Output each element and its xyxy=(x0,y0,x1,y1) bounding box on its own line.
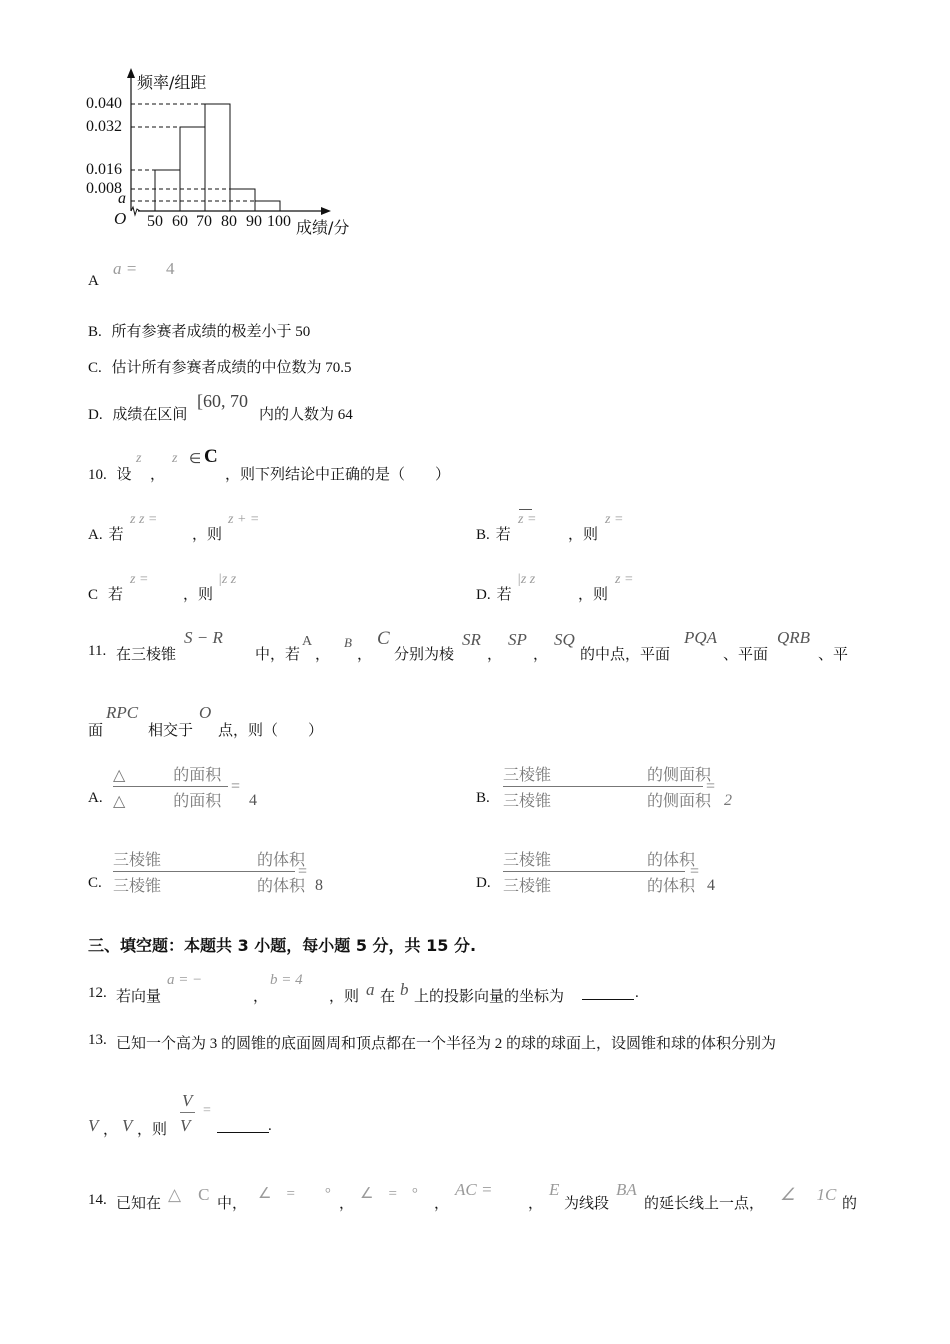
math-point-o: O xyxy=(199,703,212,722)
fraction-denominator: 三棱锥 的侧面积 xyxy=(503,791,712,810)
math-expression: a = xyxy=(113,259,138,278)
y-axis-title: 频率/组距 xyxy=(137,73,207,92)
math-b: b xyxy=(400,980,409,999)
stem-text: 上的投影向量的坐标为 xyxy=(414,989,565,1005)
x-tick-80: 80 xyxy=(221,213,237,230)
q9-option-c xyxy=(88,356,352,377)
math-triangle: △ C xyxy=(168,1185,210,1204)
question-number: 11. xyxy=(88,643,107,659)
math-result: z = xyxy=(615,572,634,587)
math-plane-qrb: QRB xyxy=(777,628,811,647)
stem-text: ， xyxy=(357,647,373,663)
option-text: 若 xyxy=(495,527,511,543)
option-label: C. xyxy=(88,360,102,376)
fraction-bar xyxy=(503,786,703,787)
option-text: 估计所有参赛者成绩的中位数为 70.5 xyxy=(111,360,352,376)
fraction-value: 4 xyxy=(249,792,257,809)
stem-text: 点，则（ ） xyxy=(218,723,324,739)
math-condition: |z z xyxy=(517,572,536,587)
option-text: 内的人数为 64 xyxy=(259,407,353,423)
option-text: ，则 xyxy=(568,527,599,543)
fraction-bar xyxy=(113,786,228,787)
math-angle-2: ∠ = ° xyxy=(360,1186,418,1202)
y-tick-0-040: 0.040 xyxy=(86,95,122,112)
conjugate-bar xyxy=(519,509,532,510)
stem-text: ， xyxy=(315,647,331,663)
stem-text: 分别为棱 xyxy=(394,647,455,663)
stem-text: 的中点，平面 xyxy=(580,647,671,663)
math-v1: V xyxy=(88,1116,99,1135)
option-label: A. xyxy=(88,527,103,543)
stem-text: ，则下列结论中正确的是（ ） xyxy=(225,467,451,483)
math-pyramid: S − R xyxy=(184,628,223,647)
x-tick-100: 100 xyxy=(267,213,291,230)
option-label: B. xyxy=(88,324,102,340)
option-text: ，则 xyxy=(578,587,609,603)
stem-text: 、平 xyxy=(818,647,849,663)
math-result: z + = xyxy=(228,512,260,527)
fraction-denominator: 三棱锥 的体积 xyxy=(503,876,696,895)
stem-text: 在三棱锥 xyxy=(116,647,177,663)
option-text: 若 xyxy=(108,587,124,603)
option-label: D. xyxy=(476,875,491,891)
math-condition: z z = xyxy=(130,512,158,527)
fraction-bar xyxy=(113,871,295,872)
math-edge-sp: SP xyxy=(508,630,527,649)
option-label: A. xyxy=(88,790,103,806)
x-tick-50: 50 xyxy=(147,213,163,230)
x-axis-title: 成绩/分 xyxy=(296,218,350,237)
math-z2: z xyxy=(172,451,178,466)
equals-sign: = xyxy=(706,778,716,795)
y-tick-0-008: 0.008 xyxy=(86,180,122,197)
option-text: 若 xyxy=(108,527,124,543)
stem-text: 中， xyxy=(217,1196,248,1212)
stem-text: 设 xyxy=(116,467,132,483)
equals-sign: = xyxy=(298,863,308,880)
question-number: 14. xyxy=(88,1192,107,1208)
option-text: ，则 xyxy=(183,587,214,603)
option-label: C. xyxy=(88,875,102,891)
question-number: 12. xyxy=(88,985,107,1001)
stem-text: ，则 xyxy=(329,989,360,1005)
math-point-b: B xyxy=(344,635,352,650)
option-label: D. xyxy=(88,407,103,423)
x-tick-60: 60 xyxy=(172,213,188,230)
option-text: 若 xyxy=(496,587,512,603)
answer-blank[interactable] xyxy=(217,1118,269,1133)
fraction-denominator: △ 的面积 xyxy=(113,791,222,810)
option-label: D. xyxy=(476,587,491,603)
math-in: ∈ xyxy=(189,452,202,467)
fraction-value: 2 xyxy=(724,792,732,809)
stem-text: ， xyxy=(528,1196,544,1212)
separator: ， xyxy=(150,467,166,483)
option-label: C xyxy=(88,587,99,603)
math-v2: V xyxy=(122,1116,133,1135)
stem-end: . xyxy=(635,985,639,1001)
histogram-chart xyxy=(80,62,380,242)
fraction-denominator: 三棱锥 的体积 xyxy=(113,876,306,895)
math-angle-1: ∠ = ° xyxy=(258,1186,331,1202)
stem-text: ， xyxy=(253,989,269,1005)
x-tick-70: 70 xyxy=(196,213,212,230)
math-plane-pqa: PQA xyxy=(684,628,718,647)
math-condition: z = xyxy=(130,572,149,587)
math-expression: 4 xyxy=(166,259,175,278)
stem-text: 已知在 xyxy=(116,1196,162,1212)
x-tick-90: 90 xyxy=(246,213,262,230)
fraction-value: 4 xyxy=(707,877,715,894)
option-label: A xyxy=(88,273,99,289)
y-tick-0-032: 0.032 xyxy=(86,118,122,135)
math-condition: z = xyxy=(518,512,537,527)
math-result: |z z xyxy=(218,572,237,587)
y-tick-0-016: 0.016 xyxy=(86,161,122,178)
q9-option-b xyxy=(88,320,310,341)
stem-text: ， xyxy=(487,647,503,663)
math-vector-b: b = 4 xyxy=(270,972,303,988)
math-vector-a: a = − xyxy=(167,972,203,988)
math-ac: AC = xyxy=(455,1180,493,1199)
answer-blank[interactable] xyxy=(582,985,634,1000)
stem-end: . xyxy=(268,1118,272,1134)
fraction-numerator: 三棱锥 的体积 xyxy=(113,850,306,869)
stem-text: 的延长线上一点， xyxy=(644,1196,765,1212)
fraction-numerator: 三棱锥 的体积 xyxy=(503,850,696,869)
equals-sign: = xyxy=(231,778,241,795)
fraction-numerator: 三棱锥 的侧面积 xyxy=(503,765,712,784)
separator: ， xyxy=(103,1122,119,1138)
math-z1: z xyxy=(136,451,142,466)
equals-sign: = xyxy=(203,1103,211,1118)
stem-text: 在 xyxy=(380,989,396,1005)
stem-text: 相交于 xyxy=(148,723,194,739)
math-plane-rpc: RPC xyxy=(106,703,139,722)
y-tick-a: a xyxy=(118,190,126,207)
fraction-numerator: V xyxy=(182,1091,193,1110)
stem-text: 、平面 xyxy=(723,647,769,663)
fraction-bar xyxy=(503,871,685,872)
math-point-a: A xyxy=(302,634,313,649)
math-edge-sq: SQ xyxy=(554,630,575,649)
math-point-c: C xyxy=(377,628,390,649)
math-complex-set: C xyxy=(204,446,218,467)
stem-text: 中，若 xyxy=(255,647,301,663)
interval-expression: [60, 70 xyxy=(197,391,248,411)
equals-sign: = xyxy=(690,863,700,880)
origin-label: O xyxy=(114,209,127,228)
stem-text: 的 xyxy=(842,1196,858,1212)
stem-text: ， xyxy=(533,647,549,663)
stem-text: 已知一个高为 3 的圆锥的底面圆周和顶点都在一个半径为 2 的球的球面上，设圆锥和球的体积分别为 xyxy=(116,1036,777,1052)
fraction-bar xyxy=(180,1112,195,1113)
question-number: 13. xyxy=(88,1032,107,1048)
stem-text: 若向量 xyxy=(116,989,162,1005)
stem-text: ， xyxy=(434,1196,450,1212)
stem-text: 为线段 xyxy=(564,1196,610,1212)
math-point-e: E xyxy=(549,1180,560,1199)
option-label: B. xyxy=(476,527,490,543)
fraction-denominator: V xyxy=(180,1116,191,1135)
math-angle-3: ∠ 1C xyxy=(780,1185,837,1204)
fraction-numerator: △ 的面积 xyxy=(113,765,222,784)
math-a: a xyxy=(366,980,375,999)
math-edge-sr: SR xyxy=(462,630,481,649)
option-text: 所有参赛者成绩的极差小于 50 xyxy=(111,324,311,340)
section-heading: 三、填空题：本题共 3 小题，每小题 5 分，共 15 分. xyxy=(88,936,477,955)
math-segment-ba: BA xyxy=(616,1180,637,1199)
option-text: ，则 xyxy=(192,527,223,543)
stem-text: 面 xyxy=(88,723,104,739)
fraction-value: 8 xyxy=(315,877,323,894)
question-number: 10. xyxy=(88,467,107,483)
stem-text: ，则 xyxy=(137,1122,168,1138)
stem-text: ， xyxy=(339,1196,355,1212)
option-label: B. xyxy=(476,790,490,806)
option-text: 成绩在区间 xyxy=(112,407,188,423)
math-result: z = xyxy=(605,512,624,527)
